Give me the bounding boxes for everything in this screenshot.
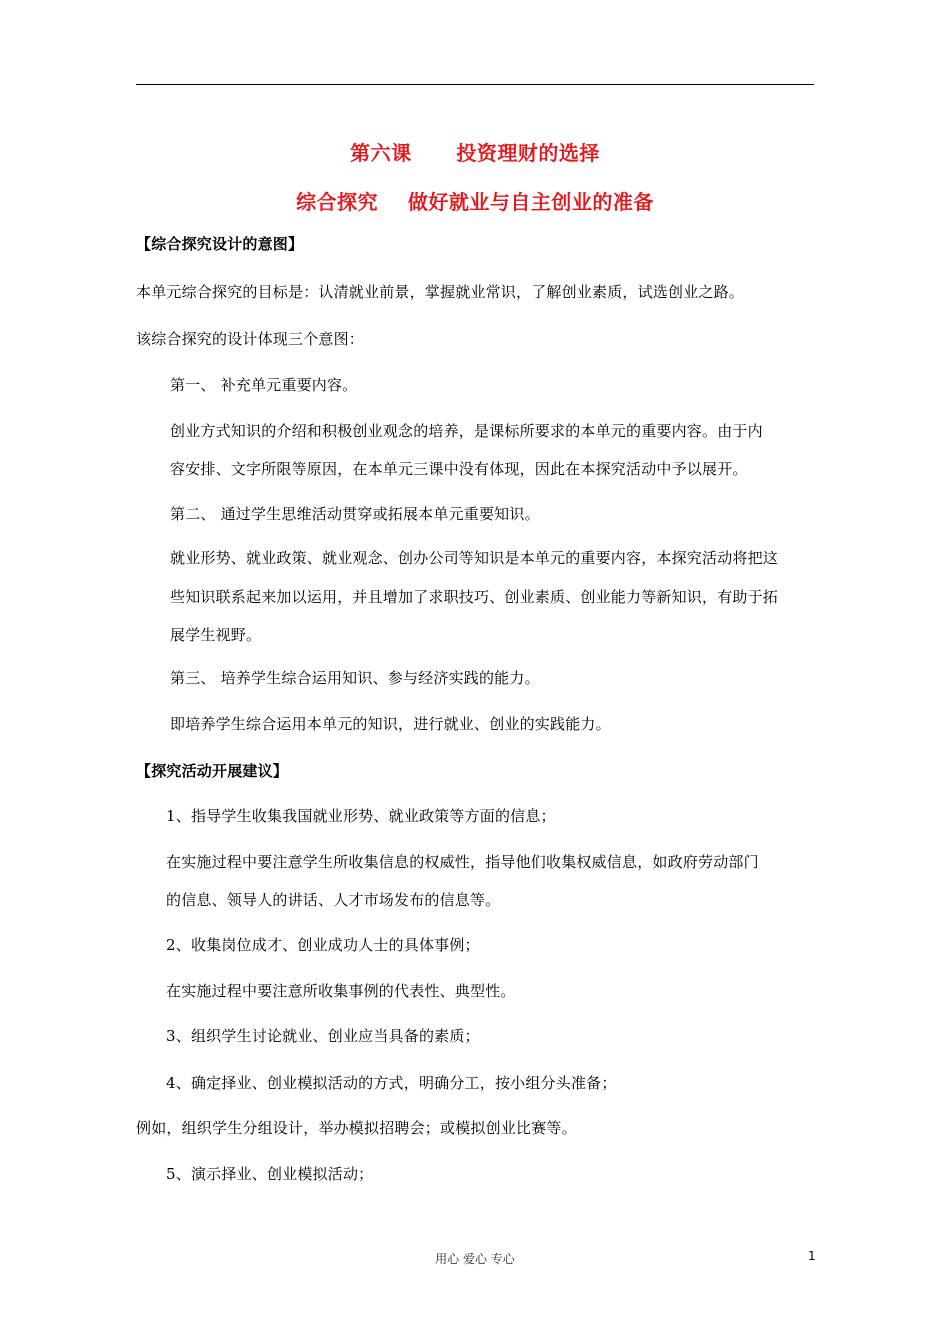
header-rule	[136, 84, 814, 85]
point-1-body-line: 容安排、文字所限等原因，在本单元三课中没有体现，因此在本探究活动中予以展开。	[170, 460, 748, 478]
suggestion-item-4-body: 例如，组织学生分组设计，举办模拟招聘会；或模拟创业比赛等。	[136, 1119, 577, 1137]
point-2-title: 第二、 通过学生思维活动贯穿或拓展本单元重要知识。	[170, 505, 540, 523]
suggestion-item-5: 5、演示择业、创业模拟活动；	[166, 1165, 374, 1183]
section-title: 综合探究 做好就业与自主创业的准备	[296, 190, 654, 214]
point-3-title: 第三、 培养学生综合运用知识、参与经济实践的能力。	[170, 669, 540, 687]
suggestion-item-1-body: 的信息、领导人的讲话、人才市场发布的信息等。	[166, 891, 501, 909]
point-1-title: 第一、 补充单元重要内容。	[170, 376, 358, 394]
suggestion-item-2-body: 在实施过程中要注意所收集事例的代表性、典型性。	[166, 982, 516, 1000]
section-heading-intent: 【综合探究设计的意图】	[136, 235, 304, 253]
suggestion-item-1: 1、指导学生收集我国就业形势、就业政策等方面的信息；	[166, 807, 556, 825]
suggestion-item-2: 2、收集岗位成才、创业成功人士的具体事例；	[166, 936, 480, 954]
point-2-body-line: 些知识联系起来加以运用，并且增加了求职技巧、创业素质、创业能力等新知识，有助于拓	[170, 588, 779, 606]
point-2-body-line: 展学生视野。	[170, 626, 262, 644]
page-footer: 用心 爱心 专心	[435, 1252, 515, 1266]
suggestion-item-4: 4、确定择业、创业模拟活动的方式，明确分工，按小组分头准备；	[166, 1074, 617, 1092]
section-heading-suggestions: 【探究活动开展建议】	[136, 762, 289, 780]
point-1-body-line: 创业方式知识的介绍和积极创业观念的培养，是课标所要求的本单元的重要内容。由于内	[170, 422, 763, 440]
point-2-body-line: 就业形势、就业政策、就业观念、创办公司等知识是本单元的重要内容，本探究活动将把这	[170, 549, 779, 567]
suggestion-item-3: 3、组织学生讨论就业、创业应当具备的素质；	[166, 1027, 480, 1045]
page-number: 1	[808, 1249, 816, 1263]
lesson-title: 第六课 投资理财的选择	[350, 141, 600, 165]
paragraph-intro: 该综合探究的设计体现三个意图：	[136, 330, 365, 348]
suggestion-item-1-body: 在实施过程中要注意学生所收集信息的权威性，指导他们收集权威信息，如政府劳动部门	[166, 853, 759, 871]
point-3-body-line: 即培养学生综合运用本单元的知识，进行就业、创业的实践能力。	[170, 715, 611, 733]
paragraph-goal: 本单元综合探究的目标是：认清就业前景，掌握就业常识，了解创业素质，试选创业之路。	[136, 283, 745, 301]
